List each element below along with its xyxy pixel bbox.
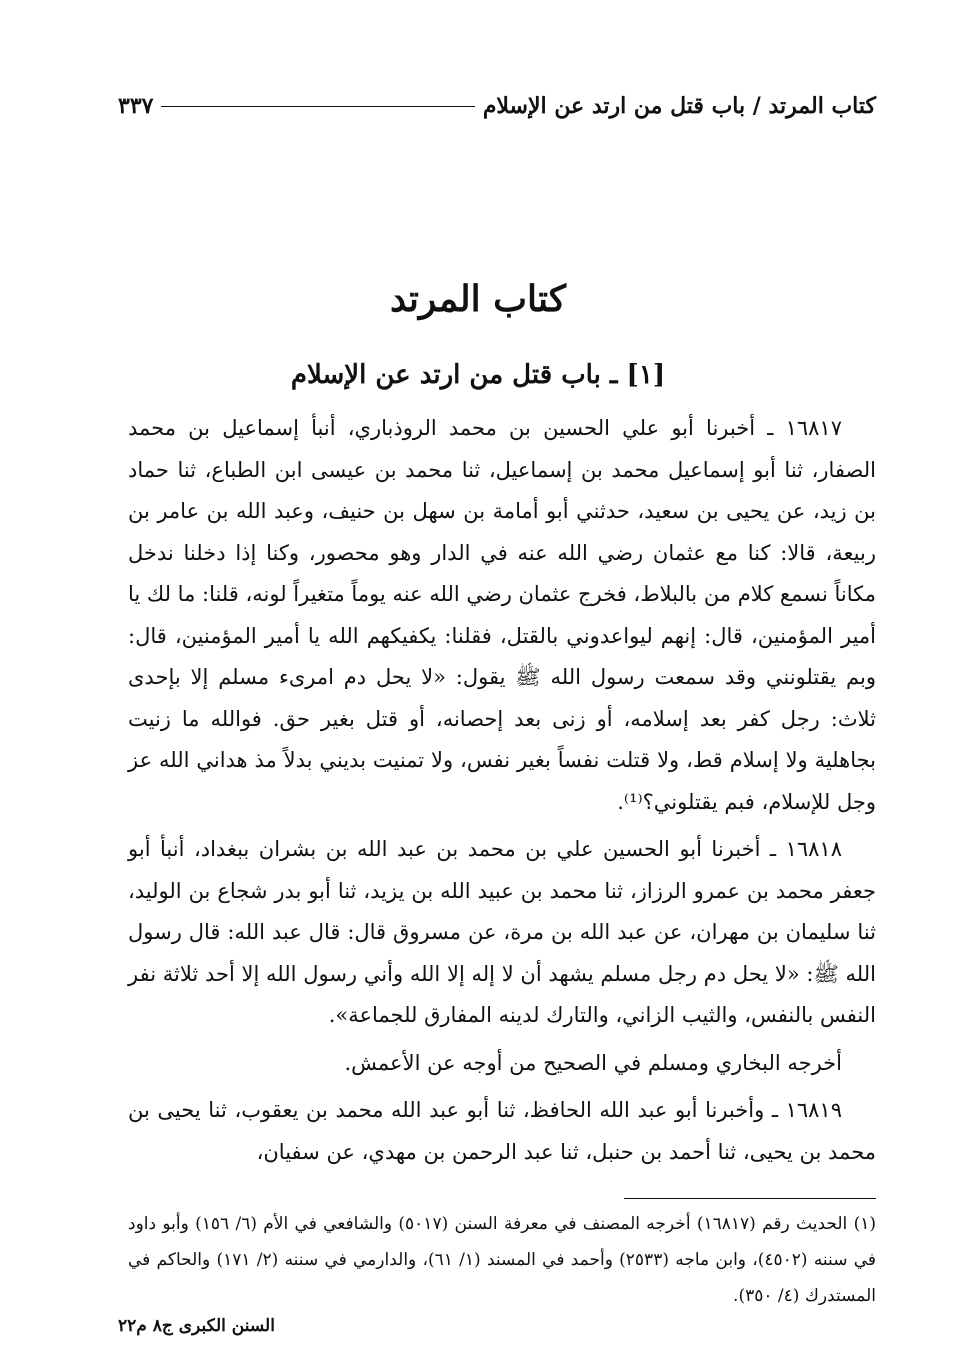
header-rule xyxy=(161,106,474,107)
takhrij-note: أخرجه البخاري ومسلم في الصحيح من أوجه عن الأعمش. xyxy=(344,1050,842,1075)
hadith-16819: ١٦٨١٩ ـ وأخبرنا أبو عبد الله الحافظ، ثنا أبو عبد الله محمد بن يعقوب، ثنا يحيى بن محمد بن يحيى، ثنا أحمد بن حنبل، ثنا عبد الرحمن بن مهدي، عن سفيان، xyxy=(128,1098,876,1164)
printer-signature: السنن الكبرى ج٨ م٢٢ xyxy=(118,1316,275,1336)
hadith-16817: ١٦٨١٧ ـ أخبرنا أبو علي الحسين بن محمد الروذباري، أنبأ إسماعيل بن محمد الصفار، ثنا أبو إسماعيل محمد بن إسماعيل، ثنا محمد بن عيسى ابن الطباع، ثنا حماد بن زيد، عن يحيى بن سعيد، حدثني أبو أمامة بن سهل بن حنيف، وعبد الله بن عامر بن ربيعة، قالا: كنا مع عثمان رضي الله عنه في الدار وهو محصور، وكنا إذا دخلنا ندخل مكاناً نسمع كلام من بالبلاط، فخرج عثمان رضي الله عنه يوماً متغيراً لونه، قلنا: ما لك يا أمير المؤمنين، قال: إنهم ليواعدوني بالقتل، فقلنا: يكفيكهم الله يا أمير المؤمنين، قال: وبم يقتلونني وقد سمعت رسول الله ﷺ يقول: «لا يحل دم امرىء مسلم إلا بإحدى ثلاث: رجل كفر بعد إسلامه، أو زنى بعد إحصانه، أو قتل بغير حق. فوالله ما زنيت بجاهلية ولا إسلام قط، ولا قتلت نفساً بغير نفس، ولا تمنيت بديني بدلاً مذ هداني الله عز وجل للإسلام، فبم يقتلوني؟⁽¹⁾. xyxy=(127,416,876,814)
chapter-heading: [١] ـ باب قتل من ارتد عن الإسلام xyxy=(290,360,666,390)
footnote-1: (١) الحديث رقم (١٦٨١٧) أخرجه المصنف في معرفة السنن (٥٠١٧) والشافعي في الأم (٦/ ١٥٦) وأبو داود في سننه (٤٥٠٢)، وابن ماجه (٢٥٣٣) وأحمد في المسند (١/ ٦١)، والدارمي في سننه (٢/ ١٧١) والحاكم في المستدرك (٤/ ٣٥٠). xyxy=(128,1214,876,1306)
running-header xyxy=(118,84,876,128)
running-title: كتاب المرتد / باب قتل من ارتد عن الإسلام xyxy=(482,93,876,119)
page-number: ٣٣٧ xyxy=(118,93,154,119)
hadith-16818: ١٦٨١٨ ـ أخبرنا أبو الحسين علي بن محمد بن عبد الله بن بشران ببغداد، أنبأ أبو جعفر محمد بن عمرو الرزاز، ثنا محمد بن عبيد الله بن يزيد، ثنا أبو بدر شجاع بن الوليد، ثنا سليمان بن مهران، عن عبد الله بن مرة، عن مسروق قال: قال عبد الله: قال رسول الله ﷺ: «لا يحل دم رجل مسلم يشهد أن لا إله إلا الله وأني رسول الله إلا أحد ثلاثة نفر النفس بالنفس، والثيب الزاني، والتارك لدينه المفارق للجماعة». xyxy=(128,837,876,1027)
book-title: كتاب المرتد xyxy=(390,278,566,320)
footnotes xyxy=(128,1206,876,1314)
footnote-rule xyxy=(624,1198,876,1199)
body-text xyxy=(128,408,876,1179)
